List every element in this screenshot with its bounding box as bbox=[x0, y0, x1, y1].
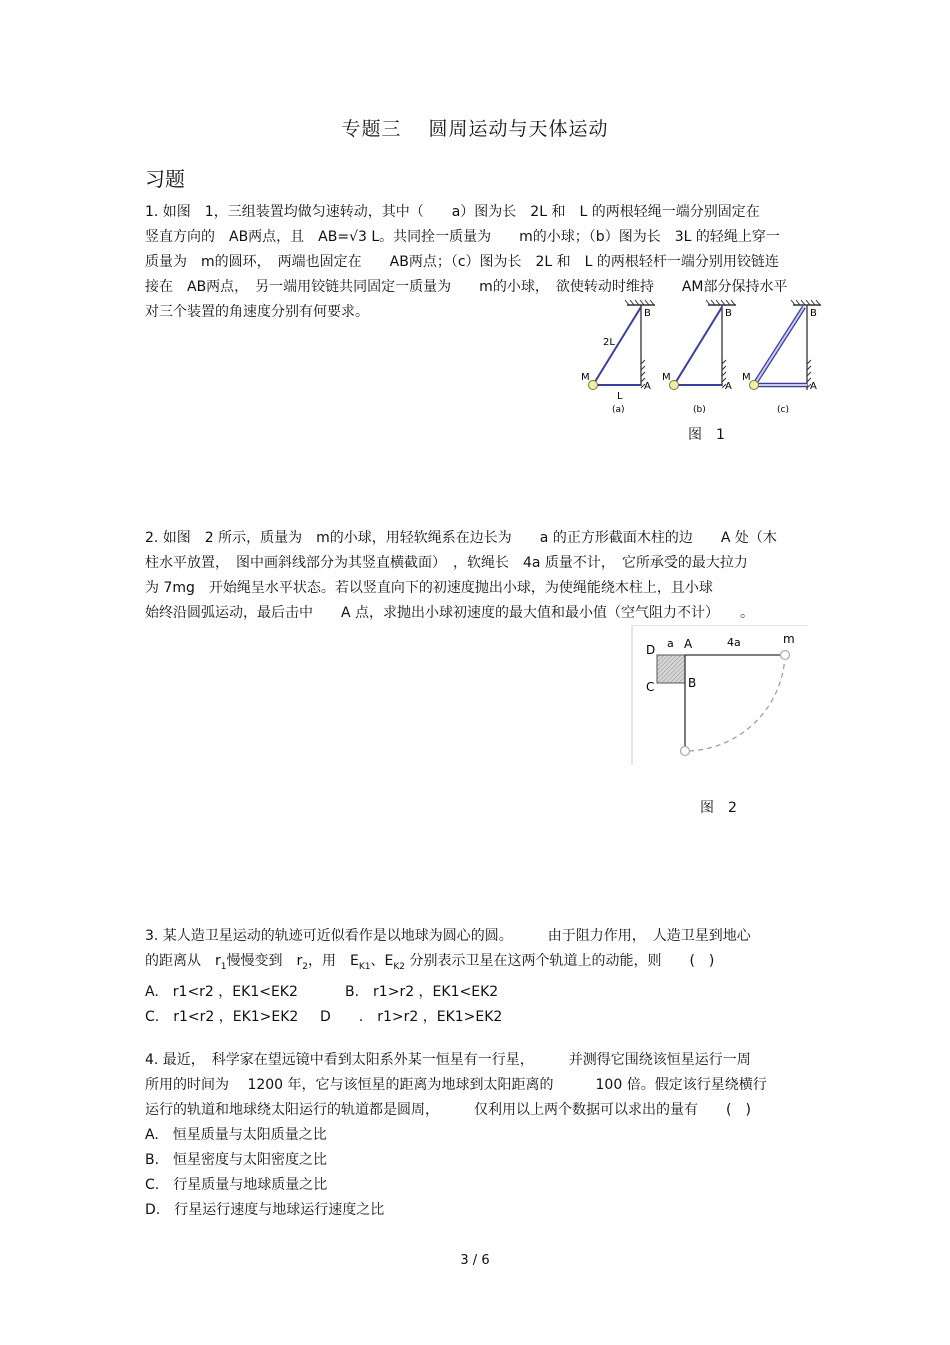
figure-1c bbox=[742, 300, 821, 415]
figure-2-caption: 图 2 bbox=[700, 800, 737, 816]
q2-line: 始终沿圆弧运动，最后击中 A 点，求抛出小球初速度的最大值和最小值（空气阻力不计） 。 bbox=[145, 605, 755, 621]
label-B: B bbox=[644, 308, 651, 319]
label-M: M bbox=[742, 372, 751, 383]
label-A: A bbox=[684, 637, 693, 651]
question-2 bbox=[145, 526, 805, 626]
q4-line: 所用的时间为 1200 年，它与该恒星的距离为地球到太阳距离的 100 倍。假定该行星绕横行 bbox=[145, 1077, 767, 1093]
label-m: m bbox=[783, 632, 795, 646]
q3-options-row-2 bbox=[145, 1005, 805, 1030]
sub-b: (b) bbox=[693, 405, 706, 415]
label-4a: 4a bbox=[727, 636, 741, 649]
q1-line: 竖直方向的 AB两点，且 AB=√3 L。共同拴一质量为 m的小球；（b）图为长 3L 的轻绳上穿一 bbox=[145, 229, 780, 245]
label-A: A bbox=[644, 381, 651, 392]
label-D: D bbox=[646, 643, 656, 657]
page-number: 3 / 6 bbox=[460, 1253, 490, 1268]
option-b: B. r1>r2 ，EK1<EK2 bbox=[345, 983, 499, 1000]
label-A: A bbox=[725, 381, 732, 392]
sub-a: (a) bbox=[612, 405, 625, 415]
label-a: a bbox=[667, 637, 674, 650]
text: 、E bbox=[370, 953, 394, 969]
subscript: K2 bbox=[393, 961, 405, 972]
text: 的距离从 r bbox=[145, 953, 221, 969]
label-L: L bbox=[617, 391, 623, 402]
option-a: A. 恒星质量与太阳质量之比 bbox=[145, 1127, 327, 1143]
option-a: A. r1<r2 ，EK1<EK2 bbox=[145, 983, 298, 1000]
q1-line: 对三个装置的角速度分别有何要求。 bbox=[145, 304, 369, 320]
label-M: M bbox=[581, 372, 590, 383]
label-B: B bbox=[725, 308, 732, 319]
label-B: B bbox=[688, 676, 697, 690]
q4-line: 运行的轨道和地球绕太阳运行的轨道都是圆周， 仅利用以上两个数据可以求出的量有 ( ) bbox=[145, 1102, 751, 1118]
option-c: C. r1<r2 ，EK1>EK2 bbox=[145, 1008, 299, 1025]
label-C: C bbox=[646, 680, 655, 694]
q3-line-2 bbox=[145, 949, 805, 980]
sub-c: (c) bbox=[777, 405, 789, 415]
figure-2 bbox=[630, 625, 810, 767]
option-d: D . r1>r2 ，EK1>EK2 bbox=[320, 1008, 503, 1025]
q2-line: 柱水平放置， 图中画斜线部分为其竖直横截面） ，软绳长 4a 质量不计， 它所承受的最大拉力 bbox=[145, 555, 748, 571]
section-heading: 习题 bbox=[145, 167, 185, 191]
q1-line: 质量为 m的圆环， 两端也固定在 AB两点；（c）图为长 2L 和 L 的两根轻杆一端分别用铰链连 bbox=[145, 254, 779, 270]
label-B: B bbox=[810, 308, 817, 319]
text: 慢慢变到 r bbox=[226, 953, 303, 969]
q2-line: 为 7mg 开始绳呈水平状态。若以竖直向下的初速度抛出小球，为使绳能绕木柱上，且小球 bbox=[145, 580, 713, 596]
label-2L: 2L bbox=[603, 337, 615, 348]
option-b: B. 恒星密度与太阳密度之比 bbox=[145, 1152, 328, 1168]
label-A: A bbox=[810, 381, 817, 392]
figure-1-caption: 图 1 bbox=[688, 427, 725, 443]
q4-line: 4. 最近， 科学家在望远镜中看到太阳系外某一恒星有一行星， 并测得它围绕该恒星运行一周 bbox=[145, 1052, 751, 1068]
q2-line: 2. 如图 2 所示，质量为 m的小球，用轻软绳系在边长为 a 的正方形截面木柱的边 A 处（木 bbox=[145, 530, 777, 546]
text: ，用 E bbox=[308, 953, 359, 969]
q1-line: 接在 AB两点， 另一端用铰链共同固定一质量为 m的小球， 欲使转动时维持 AM部分保持水平 bbox=[145, 279, 788, 295]
question-4 bbox=[145, 1048, 805, 1223]
q3-options-row-1 bbox=[145, 980, 805, 1005]
page-title: 专题三 圆周运动与天体运动 bbox=[341, 118, 609, 140]
option-d: D. 行星运行速度与地球运行速度之比 bbox=[145, 1202, 385, 1218]
figure-1 bbox=[575, 298, 825, 423]
question-3 bbox=[145, 924, 805, 1030]
text: 分别表示卫星在这两个轨道上的动能，则 ( ) bbox=[405, 953, 715, 969]
label-M: M bbox=[662, 372, 671, 383]
figure-1a bbox=[581, 300, 655, 415]
subscript: 2 bbox=[302, 961, 308, 972]
q3-line-1: 3. 某人造卫星运动的轨迹可近似看作是以地球为圆心的圆。 由于阻力作用， 人造卫星到地心 bbox=[145, 928, 751, 944]
subscript: K1 bbox=[358, 961, 371, 972]
subscript: 1 bbox=[220, 961, 227, 972]
option-c: C. 行星质量与地球质量之比 bbox=[145, 1177, 328, 1193]
figure-1b bbox=[662, 300, 736, 415]
q1-line: 1. 如图 1，三组装置均做匀速转动，其中（ a）图为长 2L 和 L 的两根轻绳一端分别固定在 bbox=[145, 204, 760, 220]
